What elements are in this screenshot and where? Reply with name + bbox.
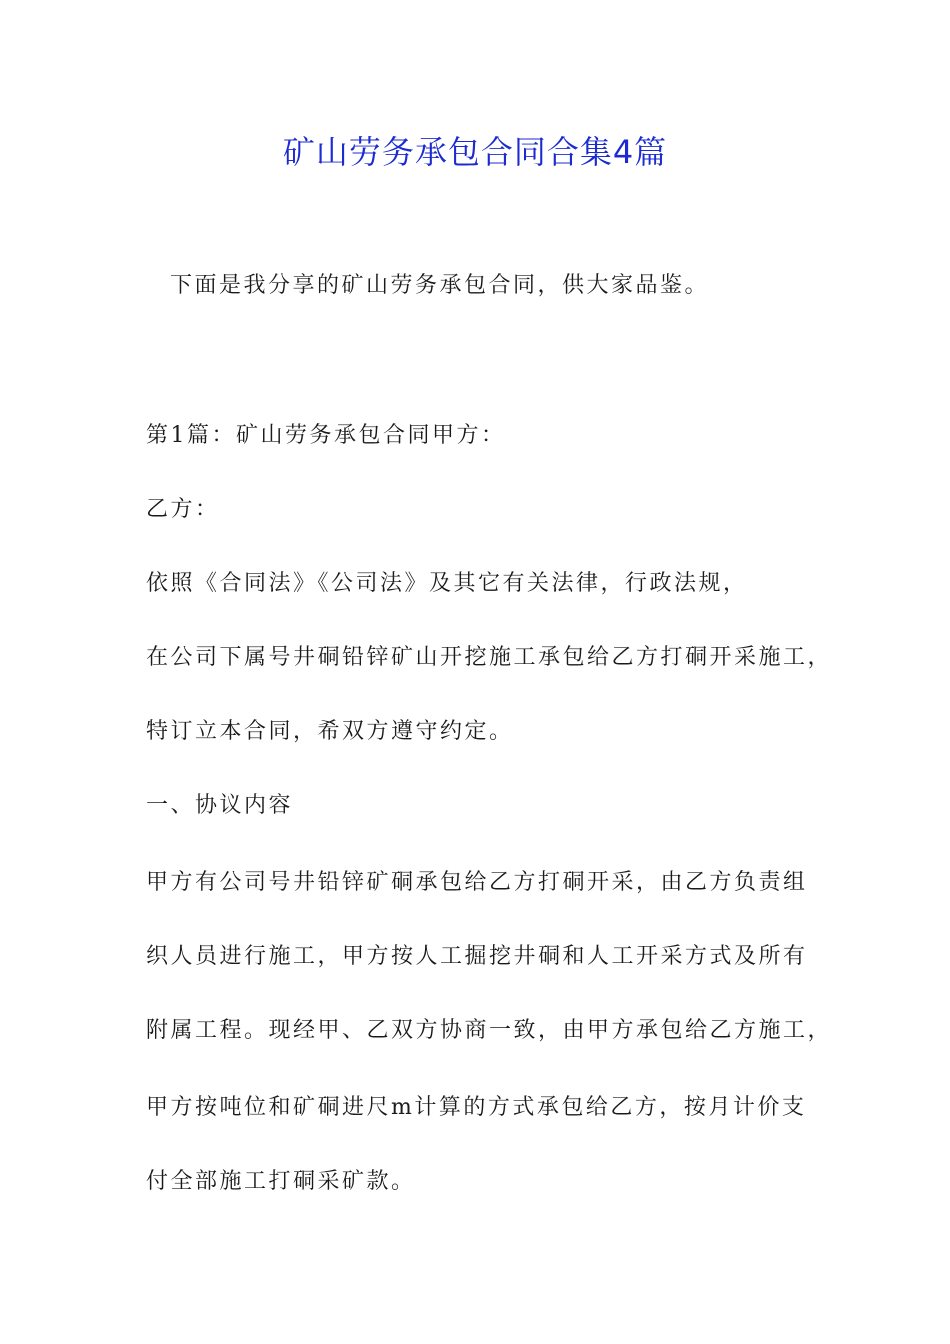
body-line: 在公司下属号井硐铅锌矿山开挖施工承包给乙方打硐开采施工， xyxy=(146,645,833,670)
section-heading-agreement: 一、协议内容 xyxy=(146,793,294,818)
body-line: 付全部施工打硐采矿款。 xyxy=(146,1169,416,1194)
body-line: 织人员进行施工，甲方按人工掘挖井硐和人工开采方式及所有 xyxy=(146,944,808,969)
document-title: 矿山劳务承包合同合集4篇 xyxy=(282,133,668,171)
body-line: 甲方按吨位和矿硐进尺m计算的方式承包给乙方，按月计价支 xyxy=(146,1095,807,1120)
party-b-line: 乙方： xyxy=(146,497,220,522)
body-line: 依照《合同法》《公司法》及其它有关法律，行政法规， xyxy=(146,571,748,596)
section-heading-part-1: 第1篇：矿山劳务承包合同甲方： xyxy=(146,423,506,448)
body-line: 甲方有公司号井铅锌矿硐承包给乙方打硐开采，由乙方负责组 xyxy=(146,870,808,895)
body-line: 附属工程。现经甲、乙双方协商一致，由甲方承包给乙方施工， xyxy=(146,1018,833,1043)
intro-paragraph: 下面是我分享的矿山劳务承包合同，供大家品鉴。 xyxy=(170,273,710,298)
body-line: 特订立本合同，希双方遵守约定。 xyxy=(146,719,514,744)
